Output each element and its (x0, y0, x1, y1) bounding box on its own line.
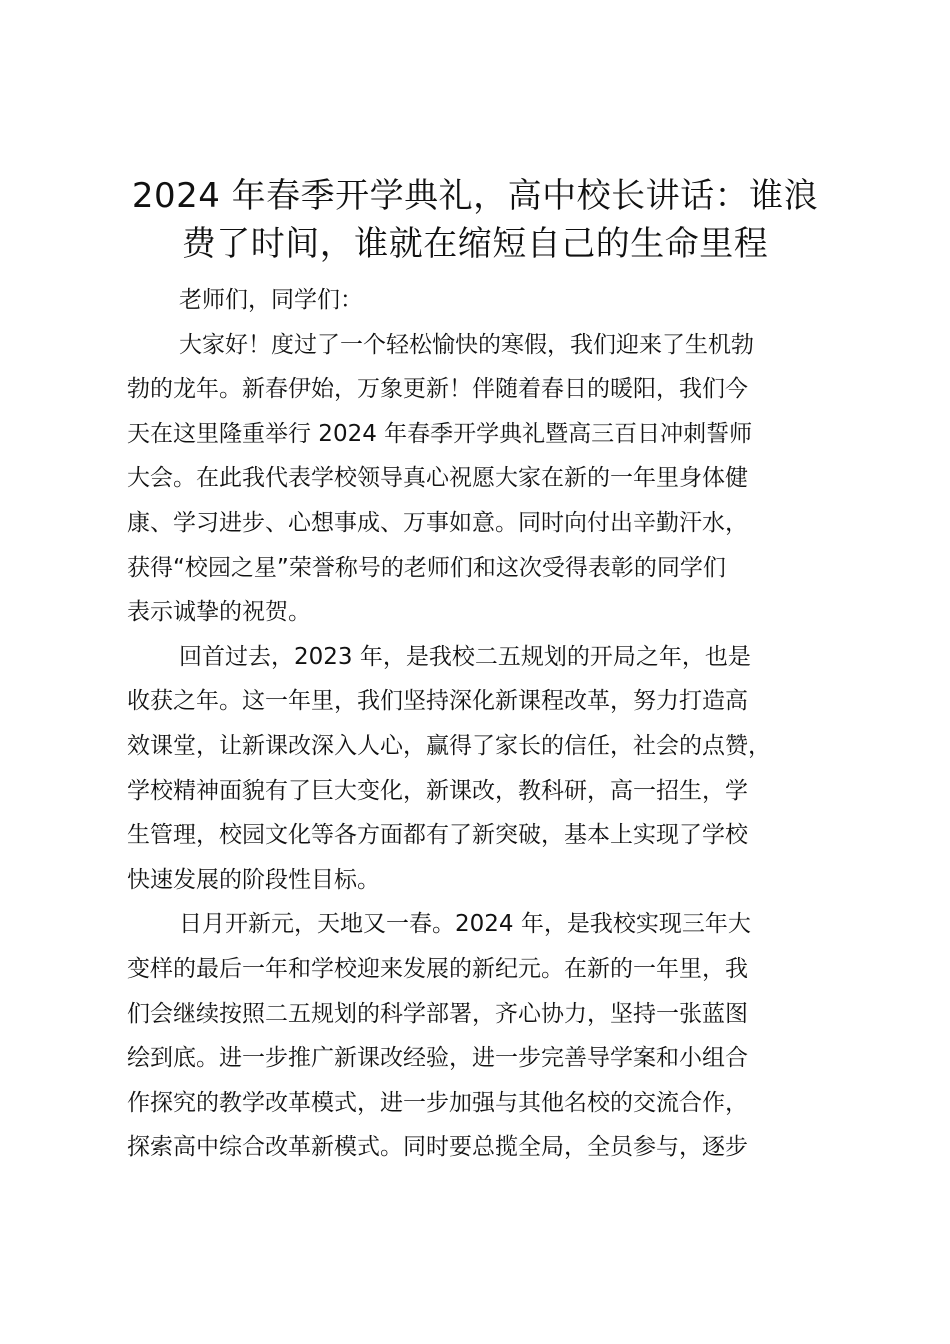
text-line: 效课堂，让新课改深入人心，赢得了家长的信任，社会的点赞， (127, 732, 771, 759)
text-line: 变样的最后一年和学校迎来发展的新纪元。在新的一年里，我 (127, 955, 748, 982)
text-line: 康、学习进步、心想事成、万事如意。同时向付出辛勤汗水， (127, 509, 748, 536)
text-line: 生管理，校园文化等各方面都有了新突破，基本上实现了学校 (127, 822, 748, 849)
text-line: 天在这里隆重举行 2024 年春季开学典礼暨高三百日冲刺誓师 (127, 420, 753, 447)
text-line: 大会。在此我代表学校领导真心祝愿大家在新的一年里身体健 (127, 465, 748, 492)
text-line: 收获之年。这一年里，我们坚持深化新课程改革，努力打造高 (127, 688, 748, 715)
document-body (127, 278, 837, 1170)
text-line: 获得“校园之星”荣誉称号的老师们和这次受得表彰的同学们 (127, 554, 726, 581)
text-line: 作探究的教学改革模式，进一步加强与其他名校的交流合作， (127, 1089, 748, 1116)
text-line: 大家好！度过了一个轻松愉快的寒假，我们迎来了生机勃 (179, 331, 754, 358)
text-line: 们会继续按照二五规划的科学部署，齐心协力，坚持一张蓝图 (127, 1000, 748, 1027)
document-title (110, 172, 840, 268)
paragraph-1 (127, 323, 837, 635)
text-line: 勃的龙年。新春伊始，万象更新！伴随着春日的暖阳，我们今 (127, 376, 748, 403)
text-line: 回首过去，2023 年，是我校二五规划的开局之年，也是 (179, 643, 751, 670)
title-line: 费了时间，谁就在缩短自己的生命里程 (181, 224, 769, 264)
text-line: 表示诚挚的祝贺。 (127, 599, 311, 626)
text-line: 绘到底。进一步推广新课改经验，进一步完善导学案和小组合 (127, 1045, 748, 1072)
text-line: 日月开新元，天地又一春。2024 年，是我校实现三年大 (179, 911, 751, 938)
greeting-line: 老师们，同学们： (179, 287, 363, 313)
paragraph-3 (127, 902, 837, 1170)
paragraph-2 (127, 635, 837, 903)
text-line: 快速发展的阶段性目标。 (127, 866, 380, 893)
text-line: 探索高中综合改革新模式。同时要总揽全局，全员参与，逐步 (127, 1134, 748, 1161)
text-line: 学校精神面貌有了巨大变化，新课改，教科研，高一招生，学 (127, 777, 748, 804)
title-line: 2024 年春季开学典礼，高中校长讲话：谁浪 (131, 176, 819, 216)
